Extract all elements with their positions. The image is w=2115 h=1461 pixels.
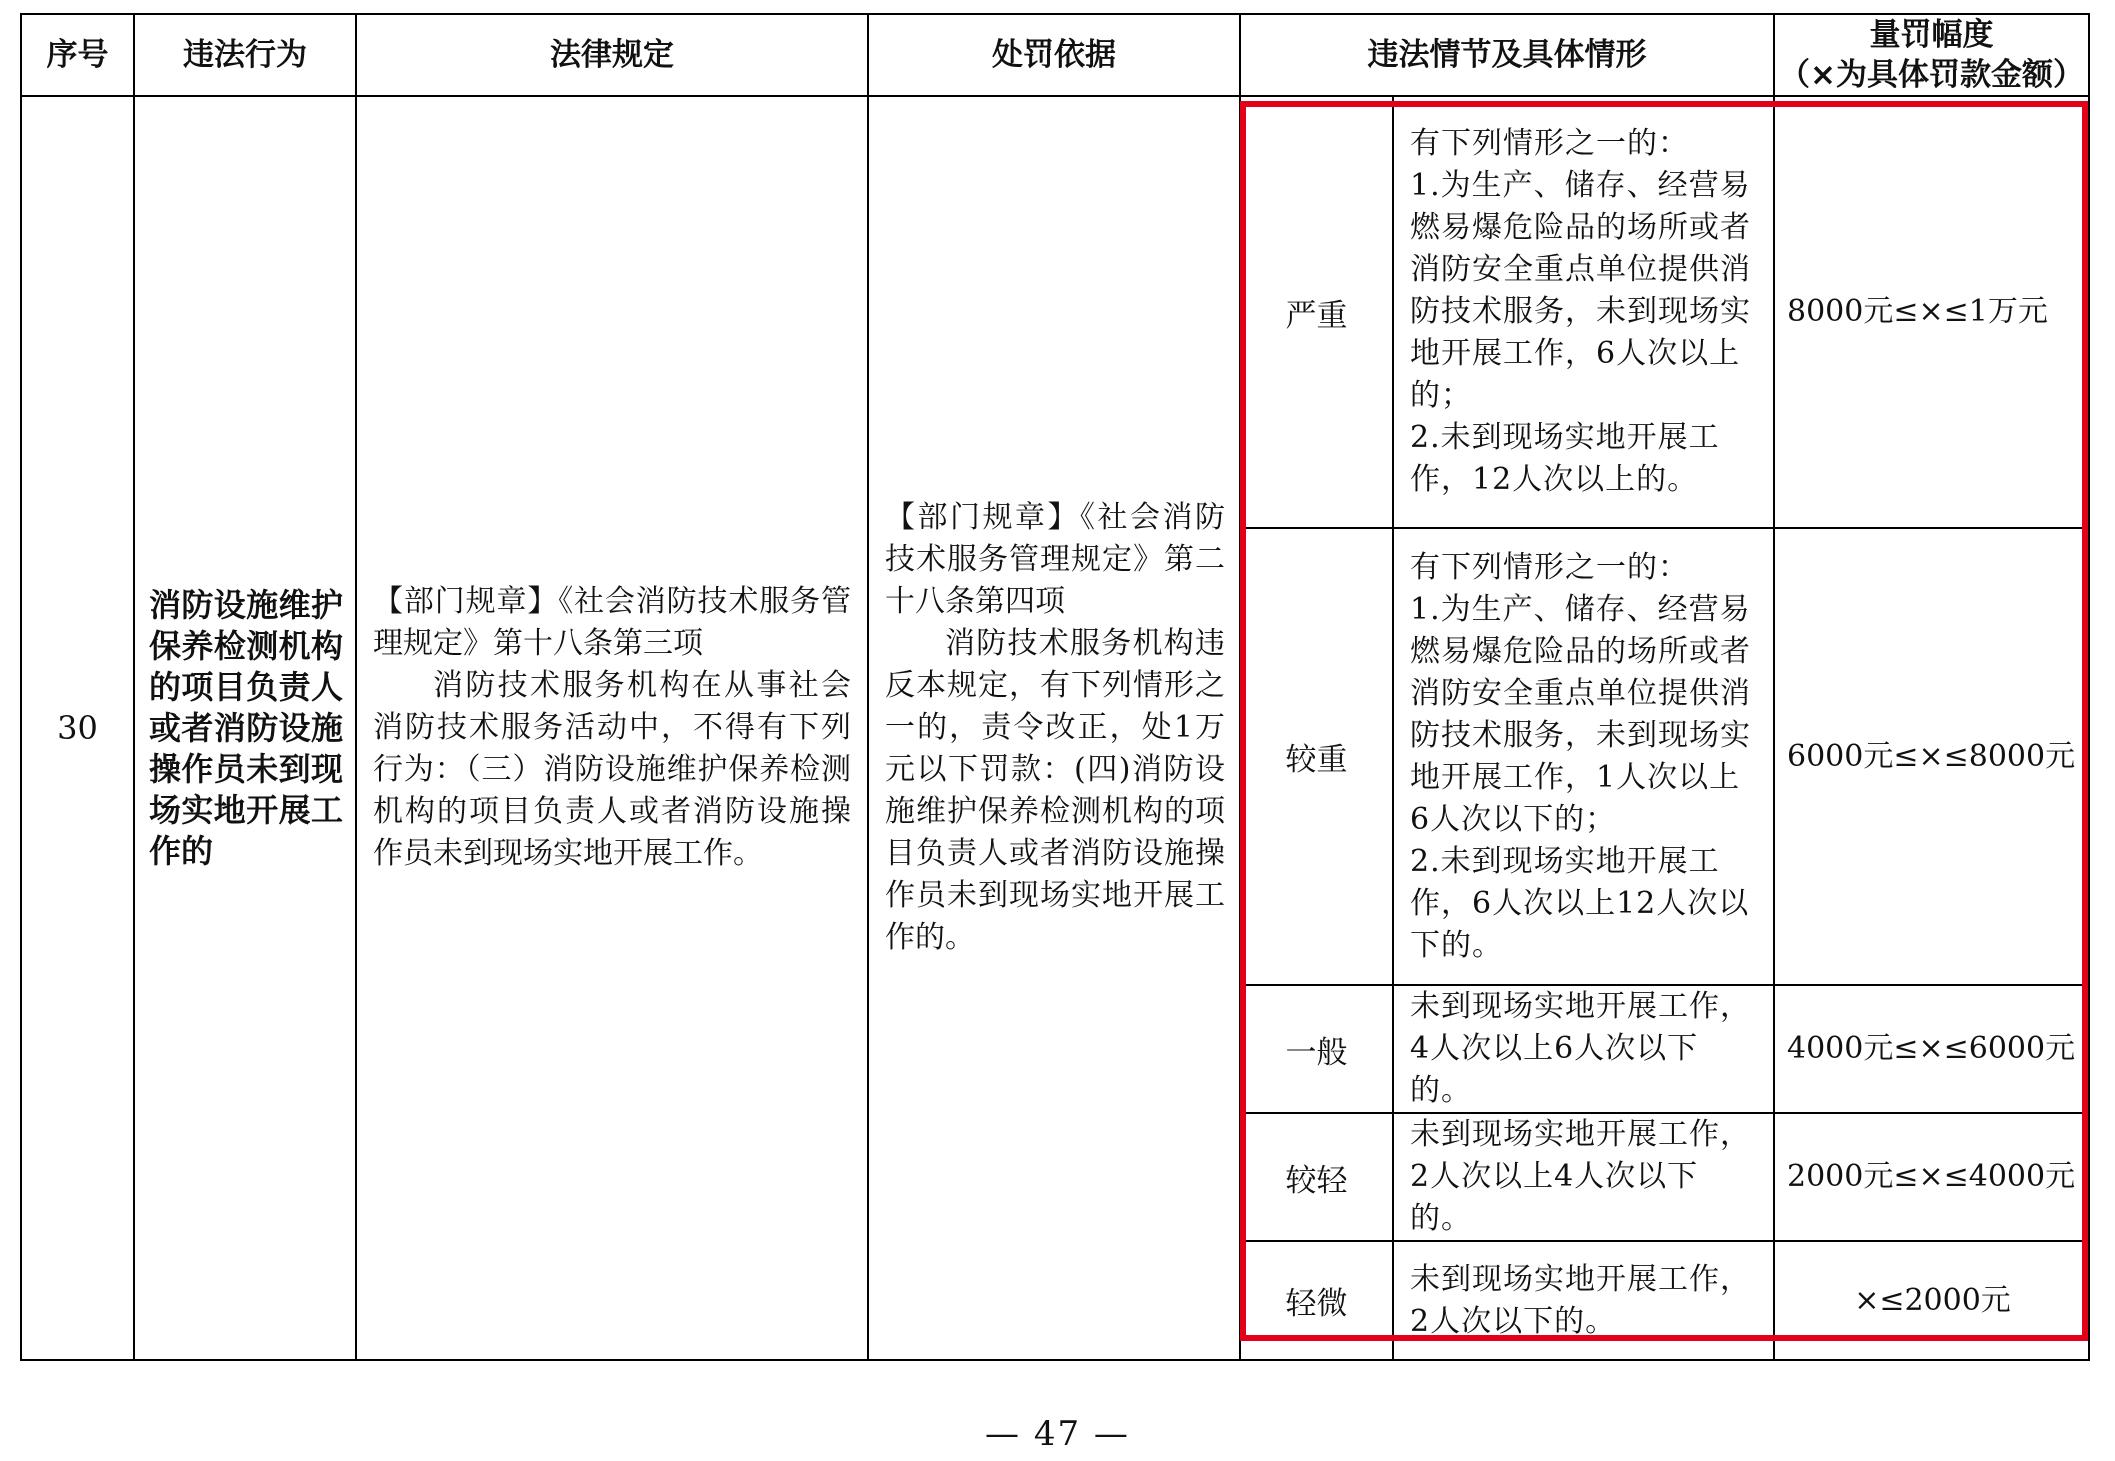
level-detail bbox=[1393, 1241, 1774, 1360]
violation-act: 消防设施维护保养检测机构的项目负责人或者消防设施操作员未到现场实地开展工作的 bbox=[134, 96, 356, 1360]
detail-line: 2.未到现场实地开展工作，12人次以上的。 bbox=[1410, 420, 1720, 497]
fine-range: 6000元≤×≤8000元 bbox=[1774, 528, 2089, 985]
penalty-basis bbox=[868, 96, 1240, 1360]
header-no: 序号 bbox=[21, 14, 134, 96]
fine-range: ×≤2000元 bbox=[1774, 1241, 2089, 1360]
level-label: 轻微 bbox=[1240, 1241, 1393, 1360]
level-label: 一般 bbox=[1240, 985, 1393, 1113]
law-source: 【部门规章】《社会消防技术服务管理规定》第十八条第三项 bbox=[373, 584, 851, 661]
fine-range: 2000元≤×≤4000元 bbox=[1774, 1113, 2089, 1241]
basis-text: 消防技术服务机构违反本规定，有下列情形之一的，责令改正，处1万元以下罚款：(四)消防设施维护保养检测机构的项目负责人或者消防设施操作员未到现场实地开展工作的。 bbox=[885, 626, 1225, 955]
page-number: — 47 — bbox=[985, 1414, 1130, 1454]
legal-provision bbox=[356, 96, 868, 1360]
detail-line: 有下列情形之一的： bbox=[1410, 126, 1689, 161]
detail-line: 有下列情形之一的： bbox=[1410, 549, 1689, 585]
header-basis: 处罚依据 bbox=[868, 14, 1240, 96]
header-fine bbox=[1774, 14, 2089, 96]
table-row bbox=[21, 96, 2089, 528]
level-label: 较重 bbox=[1240, 528, 1393, 985]
level-label: 较轻 bbox=[1240, 1113, 1393, 1241]
level-detail bbox=[1393, 528, 1774, 985]
level-detail bbox=[1393, 985, 1774, 1113]
header-circumstance: 违法情节及具体情形 bbox=[1240, 14, 1774, 96]
header-fine-line2: （×为具体罚款金额） bbox=[1779, 57, 2084, 93]
level-detail bbox=[1393, 1113, 1774, 1241]
header-act: 违法行为 bbox=[134, 14, 356, 96]
detail-line: 2.未到现场实地开展工作，6人次以上12人次以下的。 bbox=[1410, 843, 1750, 963]
fine-range: 4000元≤×≤6000元 bbox=[1774, 985, 2089, 1113]
header-row bbox=[21, 14, 2089, 96]
detail-line: 未到现场实地开展工作，2人次以上4人次以下的。 bbox=[1410, 1117, 1751, 1236]
row-number: 30 bbox=[21, 96, 134, 1360]
level-detail bbox=[1393, 96, 1774, 528]
detail-line: 未到现场实地开展工作，2人次以下的。 bbox=[1410, 1261, 1751, 1339]
header-law: 法律规定 bbox=[356, 14, 868, 96]
detail-line: 1.为生产、储存、经营易燃易爆危险品的场所或者消防安全重点单位提供消防技术服务，未到现场实地开展工作，6人次以上的； bbox=[1410, 168, 1751, 413]
detail-line: 未到现场实地开展工作，4人次以上6人次以下的。 bbox=[1410, 989, 1751, 1108]
law-text: 消防技术服务机构在从事社会消防技术服务活动中，不得有下列行为：（三）消防设施维护保养检测机构的项目负责人或者消防设施操作员未到现场实地开展工作。 bbox=[373, 668, 851, 871]
basis-source: 【部门规章】《社会消防技术服务管理规定》第二十八条第四项 bbox=[885, 500, 1225, 619]
penalty-table bbox=[20, 13, 2090, 1361]
level-label: 严重 bbox=[1240, 96, 1393, 528]
fine-range: 8000元≤×≤1万元 bbox=[1774, 96, 2089, 528]
detail-line: 1.为生产、储存、经营易燃易爆危险品的场所或者消防安全重点单位提供消防技术服务，未到现场实地开展工作，1人次以上6人次以下的； bbox=[1410, 591, 1751, 837]
header-fine-line1: 量罚幅度 bbox=[1869, 17, 1994, 53]
